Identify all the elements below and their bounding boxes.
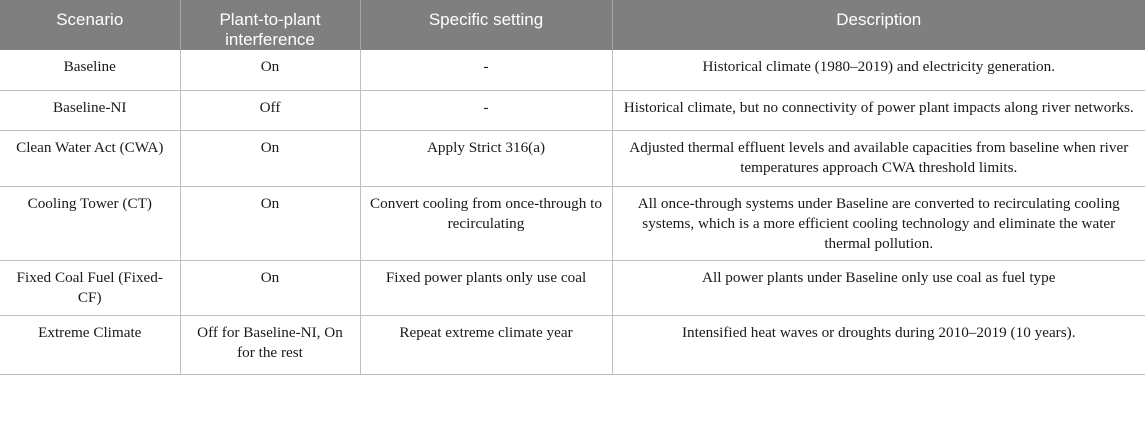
cell-scenario: Clean Water Act (CWA)	[0, 130, 180, 186]
cell-interference: On	[180, 186, 360, 260]
cell-setting: -	[360, 50, 612, 90]
cell-description: Historical climate, but no connectivity of power plant impacts along river networks.	[612, 90, 1145, 130]
cell-interference: Off for Baseline-NI, On for the rest	[180, 315, 360, 374]
cell-setting: Repeat extreme climate year	[360, 315, 612, 374]
cell-scenario: Extreme Climate	[0, 315, 180, 374]
cell-description: Adjusted thermal effluent levels and available capacities from baseline when river temperatures approach CWA threshold limits.	[612, 130, 1145, 186]
header-scenario: Scenario	[0, 0, 180, 50]
header-description: Description	[612, 0, 1145, 50]
cell-interference: On	[180, 50, 360, 90]
header-row	[0, 0, 1145, 50]
cell-interference: On	[180, 130, 360, 186]
cell-description: All once-through systems under Baseline are converted to recirculating cooling systems, which is a more efficient cooling technology and eliminate the water thermal pollution.	[612, 186, 1145, 260]
table-row	[0, 186, 1145, 260]
cell-scenario: Cooling Tower (CT)	[0, 186, 180, 260]
cell-setting: Apply Strict 316(a)	[360, 130, 612, 186]
cell-description: Historical climate (1980–2019) and electricity generation.	[612, 50, 1145, 90]
table-row	[0, 50, 1145, 90]
cell-scenario: Fixed Coal Fuel (Fixed-CF)	[0, 260, 180, 315]
cell-description: Intensified heat waves or droughts during 2010–2019 (10 years).	[612, 315, 1145, 374]
header-interference: Plant-to-plant interference	[180, 0, 360, 50]
table-row	[0, 260, 1145, 315]
cell-scenario: Baseline-NI	[0, 90, 180, 130]
header-setting: Specific setting	[360, 0, 612, 50]
cell-interference: On	[180, 260, 360, 315]
table-row	[0, 130, 1145, 186]
cell-setting: Convert cooling from once-through to recirculating	[360, 186, 612, 260]
table-row	[0, 315, 1145, 374]
cell-interference: Off	[180, 90, 360, 130]
cell-setting: -	[360, 90, 612, 130]
cell-setting: Fixed power plants only use coal	[360, 260, 612, 315]
cell-description: All power plants under Baseline only use coal as fuel type	[612, 260, 1145, 315]
cell-scenario: Baseline	[0, 50, 180, 90]
table-row	[0, 90, 1145, 130]
